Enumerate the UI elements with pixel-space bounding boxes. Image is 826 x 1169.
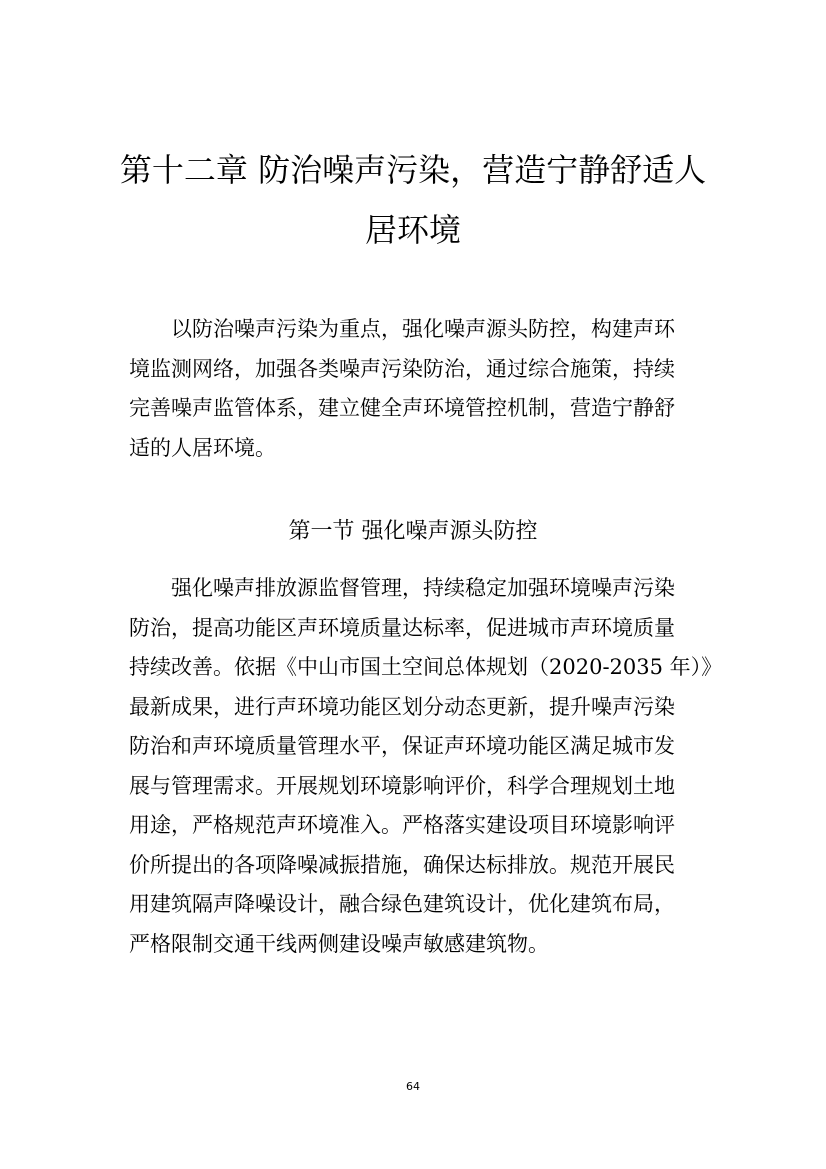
intro-paragraph: [129, 310, 701, 468]
section-paragraph: [129, 569, 723, 964]
chapter-title-line: 居环境: [364, 211, 461, 249]
paragraph-line: 适的人居环境。: [129, 435, 276, 460]
paragraph-line: 防治，提高功能区声环境质量达标率，促进城市声环境质量: [129, 615, 675, 640]
section-title: 第一节 强化噪声源头防控: [288, 519, 538, 544]
paragraph-line: 强化噪声排放源监督管理，持续稳定加强环境噪声污染: [171, 576, 675, 600]
chapter-title: [100, 140, 726, 260]
paragraph-line: 最新成果，进行声环境功能区划分动态更新，提升噪声污染: [129, 694, 675, 719]
paragraph-line: 用途，严格规范声环境准入。严格落实建设项目环境影响评: [129, 813, 675, 837]
paragraph-line: 严格限制交通干线两侧建设噪声敏感建筑物。: [129, 931, 549, 956]
paragraph-line: 用建筑隔声降噪设计，融合绿色建筑设计，优化建筑布局，: [129, 892, 675, 916]
paragraph-line: 完善噪声监管体系，建立健全声环境管控机制，营造宁静舒: [129, 396, 675, 420]
paragraph-line: 展与管理需求。开展规划环境影响评价，科学合理规划土地: [129, 773, 675, 798]
paragraph-line: 持续改善。依据《中山市国土空间总体规划（2020-2035 年）》: [129, 655, 723, 679]
page-number: 64: [406, 1080, 420, 1093]
paragraph-line: 价所提出的各项降噪减振措施，确保达标排放。规范开展民: [129, 852, 675, 877]
chapter-title-line: 第十二章 防治噪声污染，营造宁静舒适人: [119, 151, 707, 189]
paragraph-line: 以防治噪声污染为重点，强化噪声源头防控，构建声环: [171, 317, 675, 341]
paragraph-line: 防治和声环境质量管理水平，保证声环境功能区满足城市发: [129, 734, 675, 758]
paragraph-line: 境监测网络，加强各类噪声污染防治，通过综合施策，持续: [129, 356, 675, 381]
